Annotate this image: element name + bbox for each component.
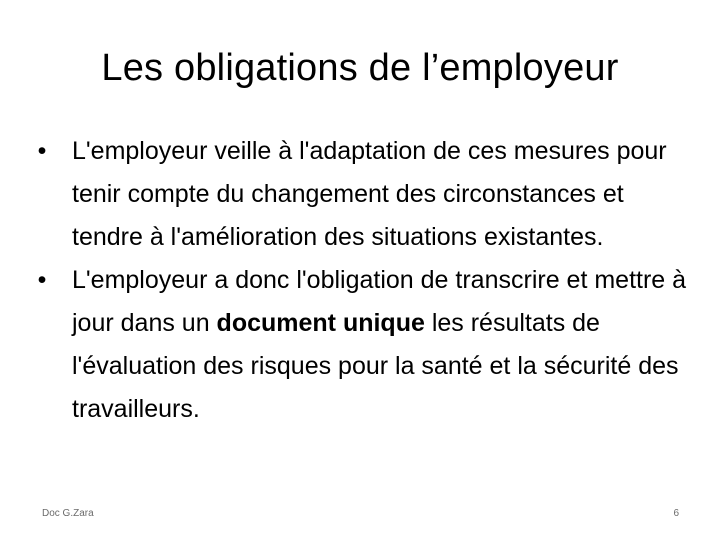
footer-author: Doc G.Zara (42, 508, 94, 519)
bullet-item-2 (32, 259, 692, 431)
bullet-list (32, 130, 692, 431)
page-number: 6 (673, 508, 679, 519)
bullet-text: L'employeur veille à l'adaptation de ces mesures pour tenir compte du changement des circonstances et tendre à l'amélioration des situations existantes. (72, 137, 667, 251)
bullet-bold-text: document unique (216, 309, 425, 337)
bullet-text-before: L'employeur a donc l'obligation de transcrire et mettre à jour dans un (72, 266, 687, 337)
bullet-icon: • (37, 137, 47, 165)
bullet-icon: • (37, 266, 47, 294)
slide-title: Les obligations de l’employeur (101, 47, 619, 89)
bullet-item-1 (32, 130, 692, 259)
bullet-text-after: les résultats de l'évaluation des risques pour la santé et la sécurité des travailleurs. (72, 309, 679, 423)
